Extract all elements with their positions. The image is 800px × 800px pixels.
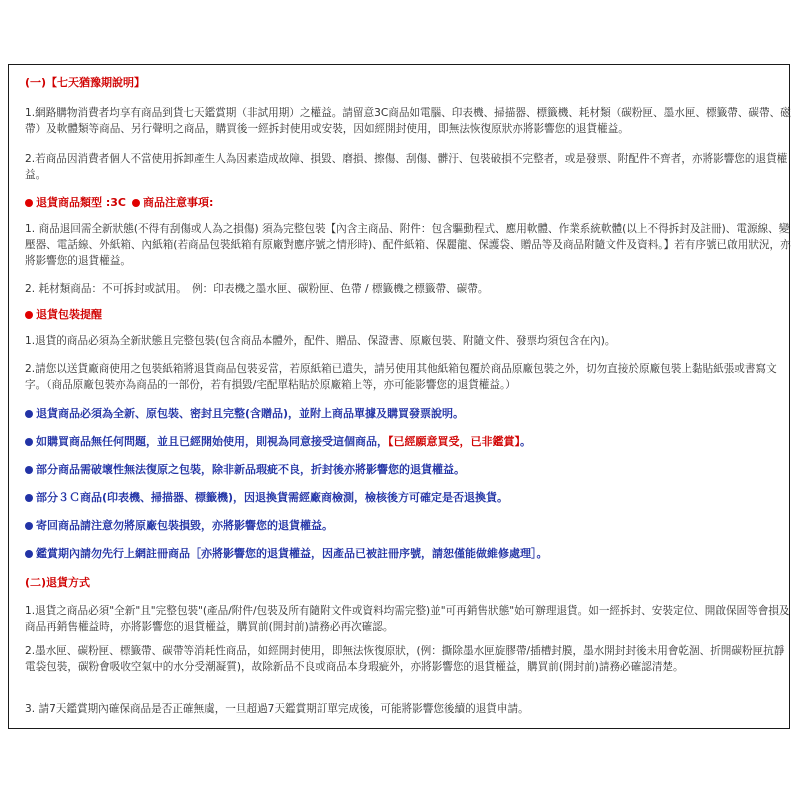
blue-bullet-icon [25, 522, 33, 530]
notes-paragraph-2: 2. 耗材類商品：不可拆封或試用。 例：印表機之墨水匣、碳粉匣、色帶 / 標籤機之標籤帶、碳帶。 [25, 283, 489, 295]
return-types-label: 退貨商品類型 :3C [36, 196, 126, 209]
bullet-text: 退貨商品必須為全新、原包裝、密封且完整(含贈品)，並附上商品單據及購買發票說明。 [36, 407, 465, 420]
red-bullet-icon [25, 311, 33, 319]
bullet-item [25, 518, 791, 534]
section1-paragraph-1: 1.網路購物消費者均享有商品到貨七天鑑賞期（非試用期）之權益。請留意3C商品如電腦、印表機、掃描器、標籤機、耗材類（碳粉匣、墨水匣、標籤帶、碳帶、磁帶）及軟體類等商品、另行聲明之商品，購買後一經拆封使用或安裝，因如經開封使用，即無法恢復原狀亦將影響您的退貨權益。 [25, 107, 791, 135]
blue-bullet-icon [25, 410, 33, 418]
bullet-text: 鑑賞期內請勿先行上網註冊商品［亦將影響您的退貨權益，因產品已被註冊序號，請恕僅能做維修處理］。 [36, 547, 548, 560]
section2-paragraph-2: 2.墨水匣、碳粉匣、標籤帶、碳帶等消耗性商品，如經開封使用，即無法恢復原狀，(例：撕除墨水匣旋膠帶/插槽封膜，墨水開封封後未用會乾涸、折開碳粉匣抗靜電袋包裝，碳粉會吸收空氣中的水分受潮凝質)，故除新品不良或商品本身瑕疵外，亦將影響您的退貨權益，購買前(開封前)請務必確認清楚。 [25, 645, 785, 673]
section1-paragraph-2: 2.若商品因消費者個人不當使用拆卸產生人為因素造成故障、損毀、磨損、擦傷、刮傷、髒汙、包裝破損不完整者，或是發票、附配件不齊者，亦將影響您的退貨權益。 [25, 153, 788, 181]
bullet-item [25, 434, 791, 450]
blue-bullet-icon [25, 494, 33, 502]
bullet-item [25, 462, 791, 478]
packaging-heading [25, 307, 791, 323]
section1-heading: (一)【七天猶豫期說明】 [25, 76, 146, 89]
return-types-header [25, 195, 791, 211]
bullet-item [25, 490, 791, 506]
bullet-item [25, 406, 791, 422]
blue-bullet-icon [25, 438, 33, 446]
blue-bullet-icon [25, 550, 33, 558]
bullet-item [25, 546, 791, 562]
notes-paragraph-1: 1. 商品退回需全新狀態(不得有刮傷或人為之損傷) 須為完整包裝【內含主商品、附件：包含驅動程式、應用軟體、作業系統軟體(以上不得拆封及註冊)、電源線、變壓器、電話線、外紙箱、內紙箱(若商品包裝紙箱有原廠對應序號之情形時)、配件紙箱、保麗龍、保護袋、贈品等及商品附隨文件及資料。】若有序號已啟用狀況，亦將影響您的退貨權益。 [25, 223, 791, 267]
blue-bullet-icon [25, 466, 33, 474]
bullet-text: 部分商品需破壞性無法復原之包裝，除非新品瑕疵不良，折封後亦將影響您的退貨權益。 [36, 463, 465, 476]
bullet-text: 部分３Ｃ商品(印表機、掃描器、標籤機)，因退換貨需經廠商檢測，檢核後方可確定是否退換貨。 [36, 491, 509, 504]
red-bullet-icon [132, 199, 140, 207]
section2-paragraph-3: 3. 請7天鑑賞期內確保商品是否正確無虞，一旦超過7天鑑賞期訂單完成後，可能將影響您後續的退貨申請。 [25, 703, 529, 715]
bullet-text: 如購買商品無任何問題，並且已經開始使用，則視為同意接受這個商品， [36, 435, 388, 448]
product-notes-label: 商品注意事項: [142, 196, 214, 209]
packaging-paragraph-2: 2.請您以送貨廠商使用之包裝紙箱將退貨商品包裝妥當，若原紙箱已遺失，請另使用其他紙箱包覆於商品原廠包裝之外，切勿直接於原廠包裝上黏貼紙張或書寫文字。（商品原廠包裝亦為商品的一部份，若有損毀/宅配單粘貼於原廠箱上等，亦可能影響您的退貨權益。） [25, 363, 777, 391]
red-bullet-icon [25, 199, 33, 207]
bullet-highlight-text: 【已經願意買受，已非鑑賞】 [388, 435, 520, 448]
bullet-text: 寄回商品請注意勿將原廠包裝損毀，亦將影響您的退貨權益。 [36, 519, 333, 532]
section2-heading: (二)退貨方式 [25, 576, 91, 589]
packaging-heading-label: 退貨包裝提醒 [36, 308, 102, 321]
packaging-paragraph-1: 1.退貨的商品必須為全新狀態且完整包裝(包含商品本體外，配件、贈品、保證書、原廠包裝、附隨文件、發票均須包含在內)。 [25, 335, 616, 347]
bullet-text-end: 。 [520, 435, 531, 448]
return-policy-box [8, 64, 790, 729]
section2-paragraph-1: 1.退貨之商品必須"全新"且"完整包裝"(產品/附件/包裝及所有隨附文件或資料均需完整)並"可再銷售狀態"始可辦理退貨。如一經拆封、安裝定位、開啟保固等會損及商品再銷售權益時，亦將影響您的退貨權益，購買前(開封前)請務必再次確認。 [25, 605, 790, 633]
